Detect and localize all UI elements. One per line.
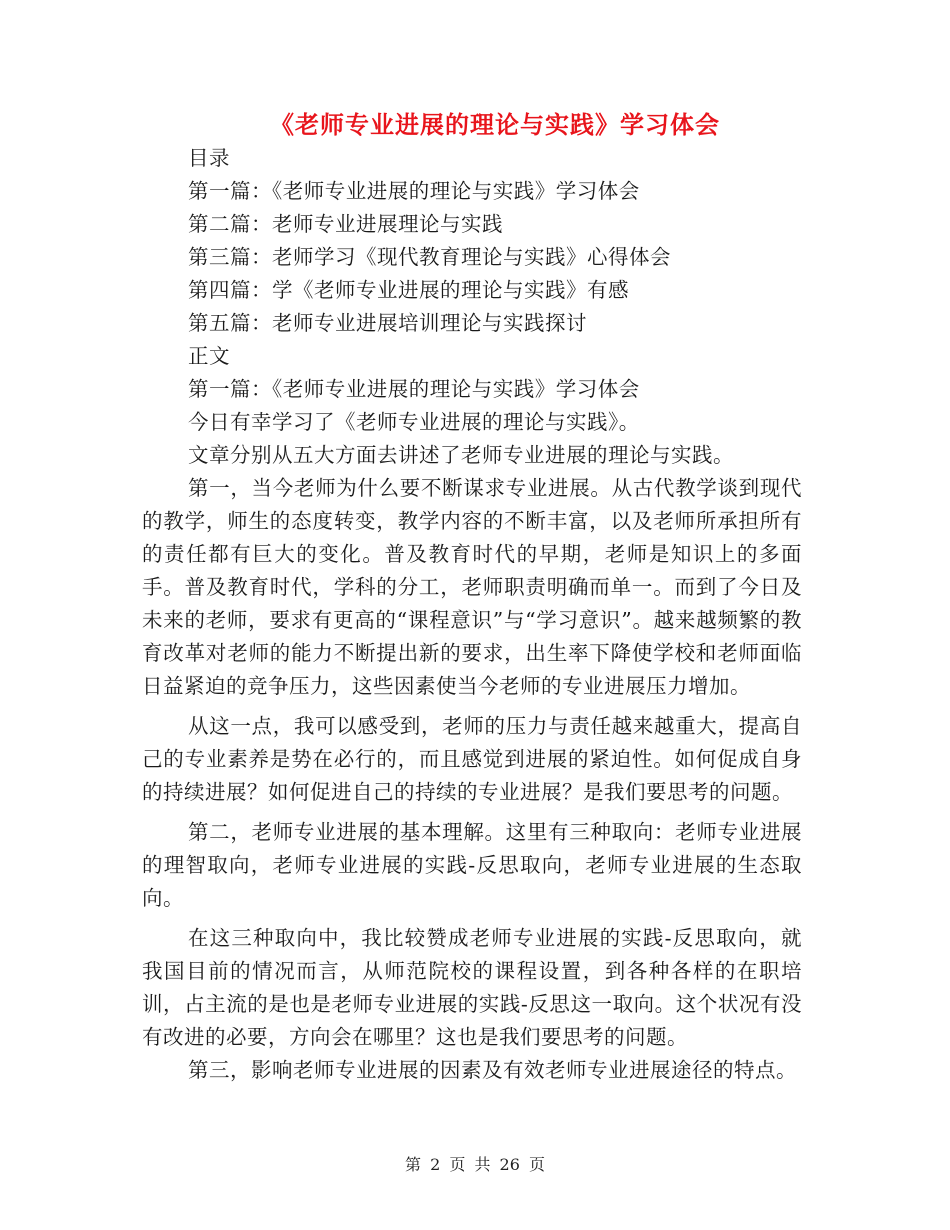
toc-item: 第二篇：老师专业进展理论与实践: [188, 212, 503, 236]
body-paragraph: 在这三种取向中，我比较赞成老师专业进展的实践-反思取向，就我国目前的情况而言，从师范院校的课程设置，到各种各样的在职培训，占主流的是也是老师专业进展的实践-反思这一取向。这个状况有没有改进的必要，方向会在哪里？这也是我们要思考的问题。: [142, 926, 802, 1049]
body-paragraph: 第二，老师专业进展的基本理解。这里有三种取向：老师专业进展的理智取向，老师专业进展的实践-反思取向，老师专业进展的生态取向。: [142, 820, 802, 910]
toc-item: 第三篇：老师学习《现代教育理论与实践》心得体会: [188, 245, 671, 269]
document-title: 《老师专业进展的理论与实践》学习体会: [270, 111, 720, 139]
page-number: 第 2 页 共 26 页: [405, 1155, 545, 1174]
toc-item: 第四篇：学《老师专业进展的理论与实践》有感: [188, 278, 629, 302]
body-paragraph: 从这一点，我可以感受到，老师的压力与责任越来越重大，提高自己的专业素养是势在必行的，而且感觉到进展的紧迫性。如何促成自身的持续进展？如何促进自己的持续的专业进展？是我们要思考的问题。: [142, 714, 802, 804]
section-heading: 第一篇：《老师专业进展的理论与实践》学习体会: [188, 377, 640, 401]
toc-item: 第五篇：老师专业进展培训理论与实践探讨: [188, 311, 587, 335]
body-paragraph: 第一，当今老师为什么要不断谋求专业进展。从古代教学谈到现代的教学，师生的态度转变，教学内容的不断丰富，以及老师所承担所有的责任都有巨大的变化。普及教育时代的早期，老师是知识上的多面手。普及教育时代，学科的分工，老师职责明确而单一。而到了今日及未来的老师，要求有更高的“课程意识”与“学习意识”。越来越频繁的教育改革对老师的能力不断提出新的要求，出生率下降使学校和老师面临日益紧迫的竞争压力，这些因素使当今老师的专业进展压力增加。: [142, 476, 802, 698]
document-body: [142, 142, 802, 1087]
intro-line: 文章分别从五大方面去讲述了老师专业进展的理论与实践。: [188, 443, 734, 467]
toc-heading: 目录: [188, 146, 230, 170]
body-heading: 正文: [188, 344, 230, 368]
toc-item: 第一篇：《老师专业进展的理论与实践》学习体会: [188, 179, 640, 203]
body-paragraph: 第三，影响老师专业进展的因素及有效老师专业进展途径的特点。: [188, 1058, 797, 1082]
intro-line: 今日有幸学习了《老师专业进展的理论与实践》。: [188, 410, 640, 434]
